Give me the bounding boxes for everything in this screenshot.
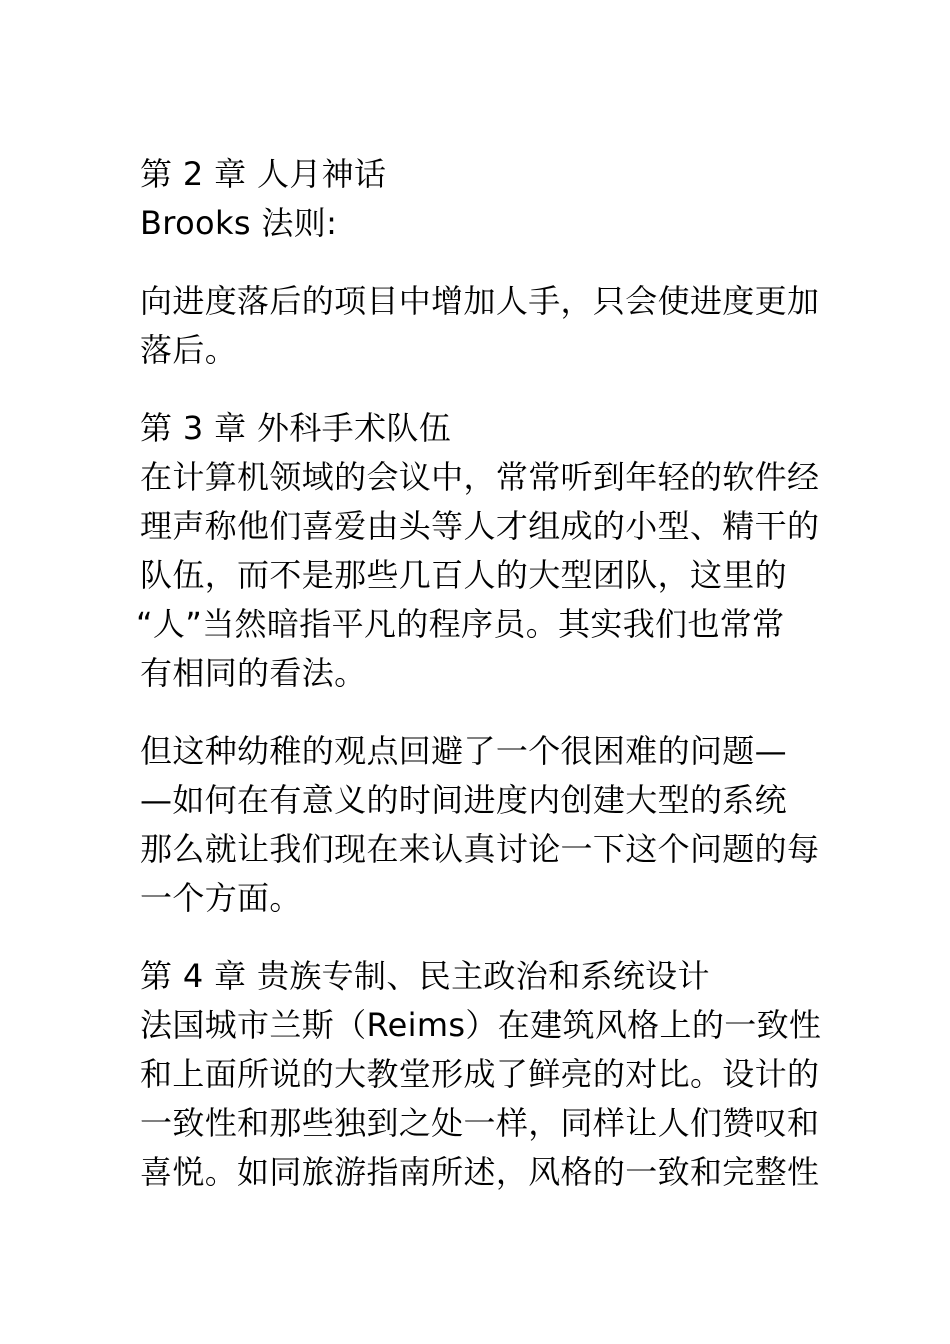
paragraph-line: 落后。 bbox=[140, 331, 238, 369]
paragraph-line: 在计算机领域的会议中，常常听到年轻的软件经 bbox=[140, 458, 820, 496]
brooks-law-label: Brooks 法则: bbox=[140, 204, 338, 242]
chapter-3-paragraph-2 bbox=[140, 727, 820, 923]
paragraph-line: 向进度落后的项目中增加人手，只会使进度更加 bbox=[140, 282, 820, 320]
chapter-2-heading: 第 2 章 人月神话 bbox=[140, 155, 387, 193]
chapter-4-heading: 第 4 章 贵族专制、民主政治和系统设计 bbox=[140, 957, 710, 995]
paragraph-line: 但这种幼稚的观点回避了一个很困难的问题— bbox=[140, 732, 788, 770]
chapter-3-section bbox=[136, 404, 820, 923]
paragraph-line: 一个方面。 bbox=[140, 879, 302, 917]
paragraph-line: 那么就让我们现在来认真讨论一下这个问题的每 bbox=[140, 830, 820, 868]
paragraph-line: 有相同的看法。 bbox=[140, 654, 367, 692]
paragraph-line: 一致性和那些独到之处一样，同样让人们赞叹和 bbox=[140, 1104, 820, 1142]
document-page bbox=[136, 150, 822, 1197]
chapter-4-paragraph-1 bbox=[140, 1001, 820, 1197]
chapter-3-paragraph-1 bbox=[136, 453, 820, 698]
brooks-law-paragraph bbox=[140, 277, 820, 375]
chapter-4-section bbox=[140, 952, 820, 1197]
paragraph-line: 法国城市兰斯（Reims）在建筑风格上的一致性 bbox=[140, 1006, 822, 1044]
paragraph-line: 理声称他们喜爱由头等人才组成的小型、精干的 bbox=[140, 507, 820, 545]
paragraph-line: 和上面所说的大教堂形成了鲜亮的对比。设计的 bbox=[140, 1055, 820, 1093]
chapter-2-section bbox=[140, 150, 820, 375]
paragraph-line: 队伍，而不是那些几百人的大型团队，这里的 bbox=[140, 556, 788, 594]
chapter-3-heading: 第 3 章 外科手术队伍 bbox=[140, 409, 452, 447]
paragraph-line: 喜悦。如同旅游指南所述，风格的一致和完整性 bbox=[140, 1153, 820, 1191]
paragraph-line: “人”当然暗指平凡的程序员。其实我们也常常 bbox=[136, 605, 785, 643]
paragraph-line: —如何在有意义的时间进度内创建大型的系统 bbox=[140, 781, 788, 819]
